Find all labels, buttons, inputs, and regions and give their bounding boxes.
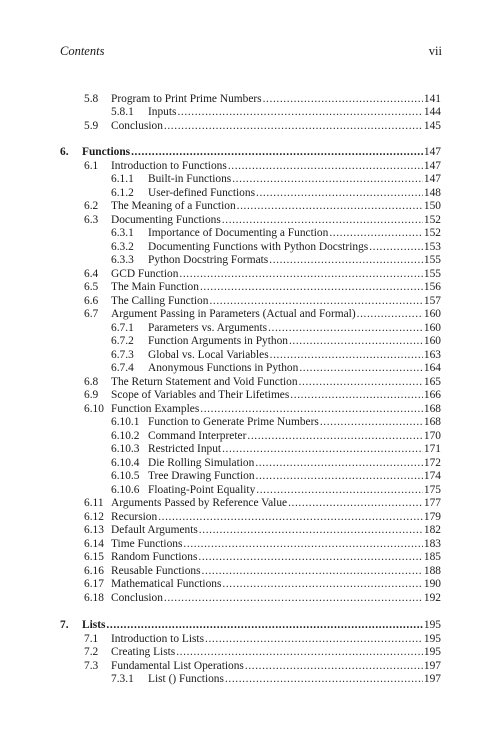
dot-leader xyxy=(199,281,423,294)
toc-entry-number: 6.1.1 xyxy=(111,173,134,185)
dot-leader xyxy=(298,376,423,389)
toc-entry[interactable] xyxy=(0,443,500,456)
dot-leader xyxy=(201,565,423,578)
toc-entry-number: 6.7 xyxy=(84,308,99,320)
toc-entry[interactable] xyxy=(0,511,500,524)
toc-entry-page: 147 xyxy=(423,146,441,158)
toc-entry-page: 188 xyxy=(423,564,441,577)
dot-leader xyxy=(221,578,423,591)
dot-leader xyxy=(255,484,423,497)
toc-entry-number: 6.8 xyxy=(84,375,99,388)
toc-entry-title: Introduction to Lists xyxy=(111,632,205,645)
toc-entry-number: 7.3.1 xyxy=(111,673,134,685)
dot-leader xyxy=(227,160,423,173)
toc-entry-page: 155 xyxy=(423,267,441,280)
toc-entry[interactable] xyxy=(0,565,500,578)
toc-entry[interactable] xyxy=(0,673,500,686)
toc-entry-title: Recursion xyxy=(111,510,158,523)
dot-leader xyxy=(288,335,423,348)
dot-leader xyxy=(236,200,423,213)
toc-entry-page: 152 xyxy=(423,227,441,239)
dot-leader xyxy=(199,403,423,416)
toc-entry-title: The Main Function xyxy=(111,281,199,293)
dot-leader xyxy=(231,173,423,186)
toc-entry-title: Conclusion xyxy=(111,591,163,604)
toc-entry-page: 160 xyxy=(423,335,441,347)
dot-leader xyxy=(319,416,423,429)
toc-entry-title: Lists xyxy=(82,619,106,631)
toc-entry-title: Conclusion xyxy=(111,119,163,132)
dot-leader xyxy=(368,241,423,254)
toc-entry-page: 147 xyxy=(423,159,441,172)
toc-entry-number: 6.10.3 xyxy=(111,443,140,455)
dot-leader xyxy=(255,470,423,483)
toc-entry-title: Function Arguments in Python xyxy=(148,335,288,347)
toc-entry-title: Tree Drawing Function xyxy=(148,470,255,482)
toc-entry-title: The Return Statement and Void Function xyxy=(111,375,298,388)
toc-entry-number: 6.1 xyxy=(84,159,99,172)
toc-entry-title: List () Functions xyxy=(148,673,224,685)
toc-entry[interactable] xyxy=(0,335,500,348)
toc-entry-number: 6.10 xyxy=(84,402,104,415)
toc-entry-number: 6.15 xyxy=(84,551,104,563)
toc-entry[interactable] xyxy=(0,389,500,402)
dot-leader xyxy=(246,430,423,443)
toc-entry-page: 190 xyxy=(423,578,441,590)
toc-entry-number: 6.7.1 xyxy=(111,321,134,334)
toc-entry-number: 7.1 xyxy=(84,632,99,645)
dot-leader xyxy=(244,660,423,673)
dot-leader xyxy=(163,120,423,133)
dot-leader xyxy=(221,214,423,227)
toc-entry-page: 168 xyxy=(423,402,441,415)
toc-entry-title: Documenting Functions xyxy=(111,213,221,226)
toc-entry[interactable] xyxy=(0,376,500,389)
toc-entry-page: 195 xyxy=(423,646,441,658)
dot-leader xyxy=(178,268,423,281)
toc-entry-page: 163 xyxy=(423,348,441,361)
toc-entry[interactable] xyxy=(0,484,500,497)
toc-entry-number: 5.9 xyxy=(84,119,99,132)
toc-entry-title: Random Functions xyxy=(111,551,198,563)
toc-entry-title: Functions xyxy=(82,146,131,158)
toc-entry-page: 177 xyxy=(423,497,441,509)
toc-entry-title: Restricted Input xyxy=(148,443,222,455)
toc-entry[interactable] xyxy=(0,268,500,281)
dot-leader xyxy=(204,633,423,646)
toc-entry[interactable] xyxy=(0,241,500,254)
toc-entry-number: 6.7.2 xyxy=(111,335,134,347)
toc-entry[interactable] xyxy=(0,214,500,227)
toc-entry-number: 6.7.4 xyxy=(111,362,134,374)
toc-entry[interactable] xyxy=(0,538,500,551)
toc-entry-title: Default Arguments xyxy=(111,524,198,536)
toc-entry[interactable] xyxy=(0,430,500,443)
toc-entry-title: Arguments Passed by Reference Value xyxy=(111,497,288,509)
toc-entry-page: 153 xyxy=(423,240,441,253)
toc-entry-page: 182 xyxy=(423,524,441,536)
toc-entry-number: 5.8.1 xyxy=(111,106,134,118)
toc-entry-page: 168 xyxy=(423,416,441,428)
toc-entry-page: 192 xyxy=(423,591,441,604)
dot-leader xyxy=(130,146,423,159)
dot-leader xyxy=(197,551,423,564)
dot-leader xyxy=(269,349,423,362)
toc-entry[interactable] xyxy=(0,470,500,483)
toc-entry-number: 6.10.2 xyxy=(111,429,140,442)
toc-entry-page: 141 xyxy=(423,93,441,105)
toc-entry-number: 6.3 xyxy=(84,213,99,226)
dot-leader xyxy=(328,227,423,240)
toc-entry[interactable] xyxy=(0,646,500,659)
toc-entry-number: 6.2 xyxy=(84,200,99,212)
toc-entry[interactable] xyxy=(0,403,500,416)
toc-entry-page: 148 xyxy=(423,186,441,199)
toc-entry-page: 150 xyxy=(423,200,441,212)
toc-entry-page: 157 xyxy=(423,294,441,307)
toc-entry-title: Reusable Functions xyxy=(111,564,201,577)
toc-entry-title: Time Functions xyxy=(111,537,183,550)
toc-entry-title: Inputs xyxy=(148,106,177,118)
toc-entry-title: Anonymous Functions in Python xyxy=(148,362,299,374)
toc-entry-number: 6.10.6 xyxy=(111,483,140,496)
toc-entry-title: GCD Function xyxy=(111,267,179,280)
toc-entry-title: Built-in Functions xyxy=(148,173,232,185)
toc-entry-number: 6.10.4 xyxy=(111,456,140,469)
toc-entry[interactable] xyxy=(0,497,500,510)
toc-entry-title: Scope of Variables and Their Lifetimes xyxy=(111,389,290,401)
toc-entry-page: 144 xyxy=(423,106,441,118)
dot-leader xyxy=(254,457,423,470)
toc-entry-title: Creating Lists xyxy=(111,646,176,658)
toc-entry[interactable] xyxy=(0,200,500,213)
dot-leader xyxy=(262,93,423,106)
toc-entry-page: 175 xyxy=(423,483,441,496)
dot-leader xyxy=(105,619,422,632)
toc-entry-page: 155 xyxy=(423,254,441,266)
dot-leader xyxy=(221,443,423,456)
toc-entry-number: 7.2 xyxy=(84,646,99,658)
toc-entry-title: Importance of Documenting a Function xyxy=(148,227,329,239)
toc-entry-title: Function to Generate Prime Numbers xyxy=(148,416,319,428)
toc-entry-title: Parameters vs. Arguments xyxy=(148,321,268,334)
toc-entry-title: Argument Passing in Parameters (Actual and Formal) xyxy=(111,308,356,320)
toc-entry-page: 197 xyxy=(423,673,441,685)
dot-leader xyxy=(298,362,423,375)
toc-entry-title: Fundamental List Operations xyxy=(111,659,244,672)
dot-leader xyxy=(176,106,422,119)
toc-entry-page: 197 xyxy=(423,659,441,672)
dot-leader xyxy=(255,187,423,200)
toc-entry-title: The Meaning of a Function xyxy=(111,200,236,212)
toc-entry-number: 5.8 xyxy=(84,93,99,105)
toc-entry-number: 6.5 xyxy=(84,281,99,293)
toc-entry-number: 6.3.1 xyxy=(111,227,134,239)
toc-entry[interactable] xyxy=(0,106,500,119)
toc-entry-page: 172 xyxy=(423,456,441,469)
toc-entry-page: 195 xyxy=(423,632,441,645)
dot-leader xyxy=(175,646,423,659)
toc-entry-number: 6.14 xyxy=(84,537,104,550)
toc-entry-page: 170 xyxy=(423,429,441,442)
toc-entry[interactable] xyxy=(0,227,500,240)
running-head-title: Contents xyxy=(60,44,105,58)
dot-leader xyxy=(268,254,423,267)
toc-entry[interactable] xyxy=(0,173,500,186)
toc-entry[interactable] xyxy=(0,160,500,173)
toc-entry-page: 174 xyxy=(423,470,441,482)
dot-leader xyxy=(224,673,423,686)
toc-entry-page: 156 xyxy=(423,281,441,293)
toc-entry-number: 6.10.5 xyxy=(111,470,140,482)
toc-entry-page: 171 xyxy=(423,443,441,455)
toc-entry-number: 6.13 xyxy=(84,524,104,536)
toc-entry-title: User-defined Functions xyxy=(148,186,256,199)
dot-leader xyxy=(157,511,423,524)
toc-entry[interactable] xyxy=(0,322,500,335)
toc-entry-number: 6.3.2 xyxy=(111,240,134,253)
dot-leader xyxy=(267,322,423,335)
toc-entry[interactable] xyxy=(0,592,500,605)
toc-entry[interactable] xyxy=(0,349,500,362)
toc-entry-page: 164 xyxy=(423,362,441,374)
toc-entry-number: 6.11 xyxy=(84,497,104,509)
toc-entry-number: 6.3.3 xyxy=(111,254,134,266)
toc-entry[interactable] xyxy=(0,93,500,106)
toc-entry-number: 6.4 xyxy=(84,267,99,280)
toc-entry[interactable] xyxy=(0,660,500,673)
toc-entry-page: 152 xyxy=(423,213,441,226)
toc-entry-number: 6.18 xyxy=(84,591,104,604)
dot-leader xyxy=(163,592,423,605)
toc-entry-title: Command Interpreter xyxy=(148,429,247,442)
toc-entry-page: 147 xyxy=(423,173,441,185)
toc-entry-number: 6. xyxy=(60,146,69,158)
toc-entry-number: 7.3 xyxy=(84,659,99,672)
toc-entry-title: Introduction to Functions xyxy=(111,159,227,172)
toc-chapter-entry[interactable] xyxy=(0,146,500,159)
toc-entry-title: Floating-Point Equality xyxy=(148,483,256,496)
toc-entry-title: Documenting Functions with Python Docstrings xyxy=(148,240,369,253)
toc-entry-number: 6.1.2 xyxy=(111,186,134,199)
toc-entry[interactable] xyxy=(0,254,500,267)
toc-entry-number: 6.9 xyxy=(84,389,99,401)
toc-entry[interactable] xyxy=(0,524,500,537)
toc-entry-number: 6.10.1 xyxy=(111,416,140,428)
toc-entry-title: Function Examples xyxy=(111,402,200,415)
toc-entry[interactable] xyxy=(0,578,500,591)
toc-entry-page: 195 xyxy=(423,619,441,631)
toc-entry-number: 6.17 xyxy=(84,578,104,590)
toc-entry-number: 6.12 xyxy=(84,510,104,523)
page-number: vii xyxy=(428,44,442,58)
toc-entry[interactable] xyxy=(0,308,500,321)
toc-entry-page: 185 xyxy=(423,551,441,563)
toc-entry[interactable] xyxy=(0,457,500,470)
dot-leader xyxy=(289,389,423,402)
dot-leader xyxy=(198,524,423,537)
toc-entry-number: 6.6 xyxy=(84,294,99,307)
toc-entry-number: 6.7.3 xyxy=(111,348,134,361)
toc-entry-number: 7. xyxy=(60,619,69,631)
toc-entry-title: Die Rolling Simulation xyxy=(148,456,255,469)
toc-entry-page: 160 xyxy=(423,308,441,320)
toc-entry-title: Global vs. Local Variables xyxy=(148,348,269,361)
toc-entry-title: Python Docstring Formats xyxy=(148,254,269,266)
toc-entry-page: 166 xyxy=(423,389,441,401)
toc-entry-page: 160 xyxy=(423,321,441,334)
toc-entry-title: Mathematical Functions xyxy=(111,578,222,590)
toc-entry[interactable] xyxy=(0,295,500,308)
toc-entry[interactable] xyxy=(0,633,500,646)
toc-entry-title: Program to Print Prime Numbers xyxy=(111,93,262,105)
dot-leader xyxy=(182,538,422,551)
toc-entry-page: 183 xyxy=(423,537,441,550)
toc-entry[interactable] xyxy=(0,416,500,429)
toc-entry[interactable] xyxy=(0,362,500,375)
toc-entry[interactable] xyxy=(0,551,500,564)
toc-chapter-entry[interactable] xyxy=(0,619,500,632)
toc-entry-title: The Calling Function xyxy=(111,294,209,307)
toc-entry[interactable] xyxy=(0,120,500,133)
dot-leader xyxy=(208,295,422,308)
toc-entry[interactable] xyxy=(0,187,500,200)
toc-entry[interactable] xyxy=(0,281,500,294)
toc-entry-page: 145 xyxy=(423,119,441,132)
dot-leader xyxy=(356,308,423,321)
toc-entry-page: 179 xyxy=(423,510,441,523)
dot-leader xyxy=(287,497,423,510)
toc-entry-page: 165 xyxy=(423,375,441,388)
toc-entry-number: 6.16 xyxy=(84,564,104,577)
